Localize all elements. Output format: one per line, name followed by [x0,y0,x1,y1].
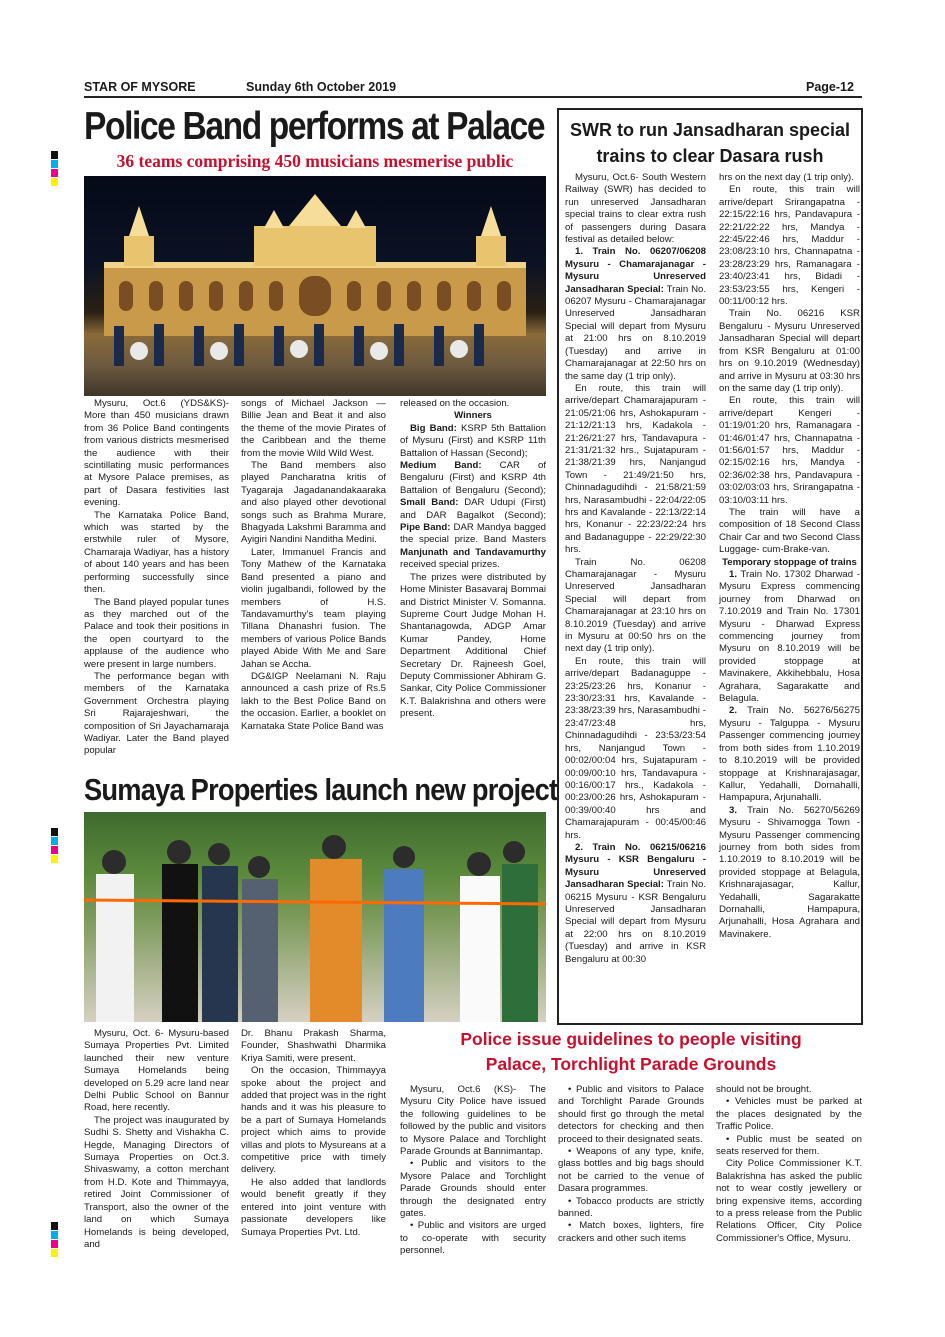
police-band-column-2 [241,398,386,762]
stoppage-number: 2. [729,705,738,717]
paragraph: En route, this train will arrive/depart Badanaguppe - 23:25/23:26 hrs, Konanur - 23:30/23:31 hrs, Kavalande - 23:38/23:39 hrs, Narasambudhi - 23:47/23:48 hrs, Chinnadagudihdi - 23:53/23:54 hrs, Nanjangud Town - 00:02/00:04 hrs, Sujatapuram - 00:09/00:10 hrs, Tandavapura - 00:16/00:17 hrs., Kadakola - 00:23/00:26 hrs, Ashokapuram - 00:39/00:40 hrs and Chamarajapuram - 00:45/00:46 hrs. [565,655,706,841]
swr-column-2 [719,172,860,1020]
winner-label: Small Band: [400,497,459,509]
winner-text: CAR of Bengaluru (First) and KSRP 4th Battalion of Bengaluru (Second); [400,460,546,496]
stoppage-paragraph [719,569,860,705]
paragraph: City Police Commissioner K.T. Balakrishna has asked the public not to wear costly jewellery or bring expensive items, according to a press release from the Public Relations Officer, City Police Commissioner's Office, Mysuru. [716,1158,862,1244]
paragraph: Dr. Bhanu Prakash Sharma, Founder, Shashwathi Dharmika Kriya Samiti, were present. [241,1028,386,1064]
band-masters: Manjunath and Tandavamurthy [400,546,546,558]
paragraph: The project was inaugurated by Sudhi S. Shetty and Vishakha C. Hegde, Managing Directors of Sumaya Properties on Oct.3. Shivaswamy, a cotton merchant from H.D. Kote and Thimmayya, retired Joint Commissioner of Transport, also the owner of the land on which Sumaya Homelands is being developed, and [84,1114,229,1250]
paragraph: The performance began with members of the Karnataka Government Orchestra playing Sri Rajarajeshwari, the composition of Sri Jayachamaraja Wadiyar. Later the Band played popular [84,670,229,757]
paragraph: En route, this train will arrive/depart Srirangapatna - 22:15/22:16 hrs, Pandavapura - 22:21/22:22 hrs, Mandya - 22:45/22:46 hrs, Maddur - 23:08/23:10 hrs, Channapatna - 23:28/23:29 hrs, Ramanagara - 23:40/23:41 hrs, Bidadi - 23:53/23:55 hrs, Kengeri - 00:11/00:12 hrs. [719,184,860,308]
registration-mark-cyan [51,837,58,845]
swr-headline-line1: SWR to run Jansadharan special [569,120,851,140]
guidelines-headline [398,1027,864,1077]
registration-mark-black [51,151,58,159]
sumaya-launch-photo [84,812,546,1022]
issue-date: Sunday 6th October 2019 [246,80,397,94]
paragraph: Later, Immanuel Francis and Tony Mathew of the Karnataka Band presented a piano and violin jugalbandi, followed by the members of H.S. Tandavamurthy's team playing Tillana Dhanashri fusion. The members of various Police Bands played Abide With Me and Sare Jahan se Accha. [241,546,386,670]
paragraph: DG&IGP Neelamani N. Raju announced a cash prize of Rs.5 lakh to the Best Police Band on the occasion. Earlier, a booklet on Karnataka State Police Band was [241,670,386,732]
palace-illustration [84,176,546,396]
bullet-item: • Tobacco products are strictly banned. [558,1195,704,1220]
palace-night-photo [84,176,546,396]
paragraph: The Karnataka Police Band, which was started by the erstwhile ruler of Mysore, Chamaraja Wadiyar, has a history of about 140 years and has been performing successfully since then. [84,509,229,596]
paragraph: En route, this train will arrive/depart Kengeri - 01:19/01:20 hrs, Ramanagara - 01:46/01:47 hrs, Channapatna - 01:56/01:57 hrs, Maddur - 02:15/02:16 hrs, Mandya - 02:36/02:38 hrs, Pandavapura - 03:02/03:03 hrs, Srirangapatna - 03:10/03:11 hrs. [719,395,860,506]
bullet-item: • Public must be seated on seats reserved for them. [716,1133,862,1158]
stoppage-paragraph [719,705,860,804]
paragraph: En route, this train will arrive/depart Chamarajapuram - 21:05/21:06 hrs, Ashokapuram - 21:12/21:13 hrs, Kadakola - 21:26/21:27 hrs, Tandavapura - 21:31/21:32 hrs., Sujatapuram - 21:38/21:39 hrs, Nanjangud Town - 21:49/21:50 hrs, Chinnadagudihdi - 21:58/21:59 hrs, Narasambudhi - 22:04/22:05 hrs and Kavalande - 22:13/22:14 hrs, Konanur - 22:23/22:24 hrs and Badanaguppe - 22:29/22:30 hrs. [565,382,706,556]
paragraph: released on the occasion. [400,398,510,409]
masters-tail: received special prizes. [400,559,500,571]
registration-mark-magenta [51,169,58,177]
sumaya-headline: Sumaya Properties launch new project [84,772,558,807]
paragraph: Mysuru, Oct.6- South Western Railway (SWR) has decided to run unreserved Jansadharan special trains to clear extra rush of passengers during Dasara festival as detailed below: [565,172,706,246]
registration-mark-cyan [51,1231,58,1239]
bullet-item: • Vehicles must be parked at the places designated by the Traffic Police. [716,1096,862,1133]
winner-label: Pipe Band: [400,522,451,534]
swr-headline [560,117,860,169]
winner-text: KSRP 5th Battalion of Mysuru (First) and KSRP 11th Battalion of Hassan (Second); [400,422,546,459]
paragraph: The Band members also played Pancharatna kritis of Tyagaraja Jagadanandakaaraka and also played other devotional songs such as Brahma Murare, Bhagyada Lakshmi Baramma and Ayigiri Nandini Nanditha Medini. [241,460,386,546]
train-heading: 1. Train No. 06207/06208 Mysuru - Chamarajanagar - Mysuru Unreserved Jansadharan Special: [565,246,706,295]
winner-text: DAR Mandya bagged the special prize. Band Masters [400,522,546,546]
registration-mark-cyan [51,160,58,168]
registration-mark-black [51,828,58,836]
stoppage-number: 3. [729,804,738,816]
registration-mark-black [51,1222,58,1230]
paragraph: songs of Michael Jackson — Billie Jean and Beat it and also the theme of the movie Pirates of the Caribbean and the theme from the movie Wild Wild West. [241,398,386,459]
paragraph: Train No. 06208 Chamarajanagar - Mysuru Unreserved Jansadharan Special will depart from Chamarajanagar at 23:10 hrs on 8.10.2019 (Tuesday) and arrive in Mysuru at 00:50 hrs on the next day (1 trip only). [565,556,706,655]
paragraph: Train No. 06216 KSR Bengaluru - Mysuru Unreserved Jansadharan Special will depart from KSR Bengaluru at 01:00 hrs on 9.10.2019 (Wednesday) and arrive in Mysuru at 03:30 hrs on the same day (1 trip only). [719,308,860,394]
train-paragraph [565,842,706,966]
train-heading: 2. Train No. 06215/06216 Mysuru - KSR Bengaluru - Mysuru Unreserved Jansadharan Special: [565,841,706,891]
bullet-item: • Public and visitors to Palace and Torchlight Parade Grounds should first go through the metal detectors for checking and then proceed to their designated seats. [558,1084,704,1145]
train-text: Train No. 06215 Mysuru - KSR Bengaluru Unreserved Jansadharan Special will depart from Mysuru at 22:00 hrs on 8.10.2019 (Tuesday) and arrive in KSR Bengaluru at 00:30 [565,879,706,965]
winners-heading: Winners [454,410,492,422]
stoppage-paragraph [719,805,860,941]
police-band-subhead: 36 teams comprising 450 musicians mesmerise public [116,151,514,171]
guidelines-headline-line2: Palace, Torchlight Parade Grounds [485,1054,777,1074]
registration-mark-magenta [51,1240,58,1248]
guidelines-column-3 [716,1084,862,1270]
winner-text: DAR Udupi (First) and DAR Bagalkot (Second); [400,497,546,521]
paragraph: On the occasion, Thimmayya spoke about the project and added that project was in the right hands and it was his pleasure to be a part of Sumaya Homelands project which aims to provide villas and plots to Mysureans at a competitive price with timely delivery. [241,1065,386,1176]
paragraph: Mysuru, Oct.6 (YDS&KS)- More than 450 musicians drawn from 36 Police Band contingents from various districts mesmerised the audience with their scintillating music performances at Mysore Palace premises, as part of Dasara festivities last evening. [84,398,229,509]
paragraph: The prizes were distributed by Home Minister Basavaraj Bommai and District Minister V. Somanna. Supreme Court Judge Mohan H. Shantanagowda, ADGP Amar Kumar Pandey, Home Department Additional Chief Secretary Dr. Rajneesh Goel, Deputy Commissioner Abhiram G. Sankar, City Police Commissioner K.T. Balakrishna and others were present. [400,571,546,720]
bullet-item: • Match boxes, lighters, fire crackers and other such items [558,1220,704,1244]
winners-paragraph [400,460,546,572]
registration-mark-yellow [51,1249,58,1257]
winners-paragraph [400,423,546,460]
paragraph: hrs on the next day (1 trip only). [719,172,854,183]
ribbon-cutting-illustration [84,812,546,1022]
paragraph: The Band played popular tunes as they marched out of the Palace and took their positions in the open courtyard to the applause of the audience who were present in large numbers. [84,596,229,670]
paragraph: He also added that landlords would benefit greatly if they entered into joint venture with passionate developers like Sumaya Properties Pvt. Ltd. [241,1176,386,1238]
winner-label: Medium Band: [400,460,482,472]
stoppage-text: Train No. 56276/56275 Mysuru - Talguppa - Mysuru Passenger commencing journey from both sides from 1.10.2019 to 8.10.2019 will be provided stoppage at Krishnarajasagar, Kallur, Yedahalli, Dornahalli, Hampapura, Arjunahalli. [719,705,860,804]
train-paragraph [565,246,706,382]
swr-headline-line2: trains to clear Dasara rush [596,146,824,166]
paragraph: Mysuru, Oct.6 (KS)- The Mysuru City Police have issued the following guidelines to be followed by the public and visitors to Mysore Palace and Torchlight Parade Grounds at Bannimantap. [400,1084,546,1158]
stoppage-heading: Temporary stoppage of trains [722,556,857,568]
police-band-headline: Police Band performs at Palace [84,105,545,148]
sumaya-column-2 [241,1028,386,1268]
sumaya-column-1 [84,1028,229,1268]
header-rule [84,96,862,98]
bullet-item: • Weapons of any type, knife, glass bottles and big bags should not be carried to the venue of Dasara programmes. [558,1146,704,1195]
stoppage-text: Train No. 17302 Dharwad - Mysuru Express commencing journey from Dharwad on 7.10.2019 and Train No. 17301 Mysuru - Dharwad Express commencing journey from Mysuru on 8.10.2019 will be provided stoppage at Mavinakere, Akkihebbalu, Hosa Agrahara, Sagarakatte and Belagula. [719,569,860,705]
registration-mark-yellow [51,855,58,863]
police-band-column-1 [84,398,229,762]
stoppage-number: 1. [729,569,738,580]
paragraph: The train will have a composition of 18 Second Class Chair Car and two Second Class Luggage- cum-Brake-van. [719,506,860,556]
registration-mark-magenta [51,846,58,854]
bullet-item: should not be brought. [716,1084,812,1095]
swr-column-1 [565,172,706,1020]
registration-mark-yellow [51,178,58,186]
stoppage-text: Train No. 56270/56269 Mysuru - Shivamogga Town - Mysuru Passenger commencing journey from both sides from 1.10.2019 to 8.10.2019 will be provided stoppage at Belagula, Krishnarajasagar, Kallur, Yedahalli, Sagarakatte Dornahalli, Hampapura, Arjunahalli, Hosa Agrahara and Mavinakere. [719,804,860,940]
paragraph: Mysuru, Oct. 6- Mysuru-based Sumaya Properties Pvt. Limited launched their new venture Sumaya Homelands being developed on 5.29 acre land near Delhi Public School on Bannur Road, here recently. [84,1028,229,1114]
guidelines-headline-line1: Police issue guidelines to people visiting [460,1029,802,1049]
bullet-item: • Public and visitors are urged to co-operate with security personnel. [400,1220,546,1257]
police-band-column-3 [400,398,546,762]
page-number: Page-12 [806,80,854,94]
winner-label: Big Band: [410,422,457,434]
paper-name: STAR OF MYSORE [84,80,196,94]
guidelines-column-2 [558,1084,704,1270]
train-text: Train No. 06207 Mysuru - Chamarajanagar Unreserved Jansadharan Special will depart from Mysuru at 21:00 hrs on 8.10.2019 (Tuesday) and arrive in Chamarajanagar at 22:50 hrs on the same day (1 trip only). [565,283,706,382]
guidelines-column-1 [400,1084,546,1270]
bullet-item: • Public and visitors to the Mysore Palace and Torchlight Parade Grounds should enter through the designated entry gates. [400,1158,546,1220]
